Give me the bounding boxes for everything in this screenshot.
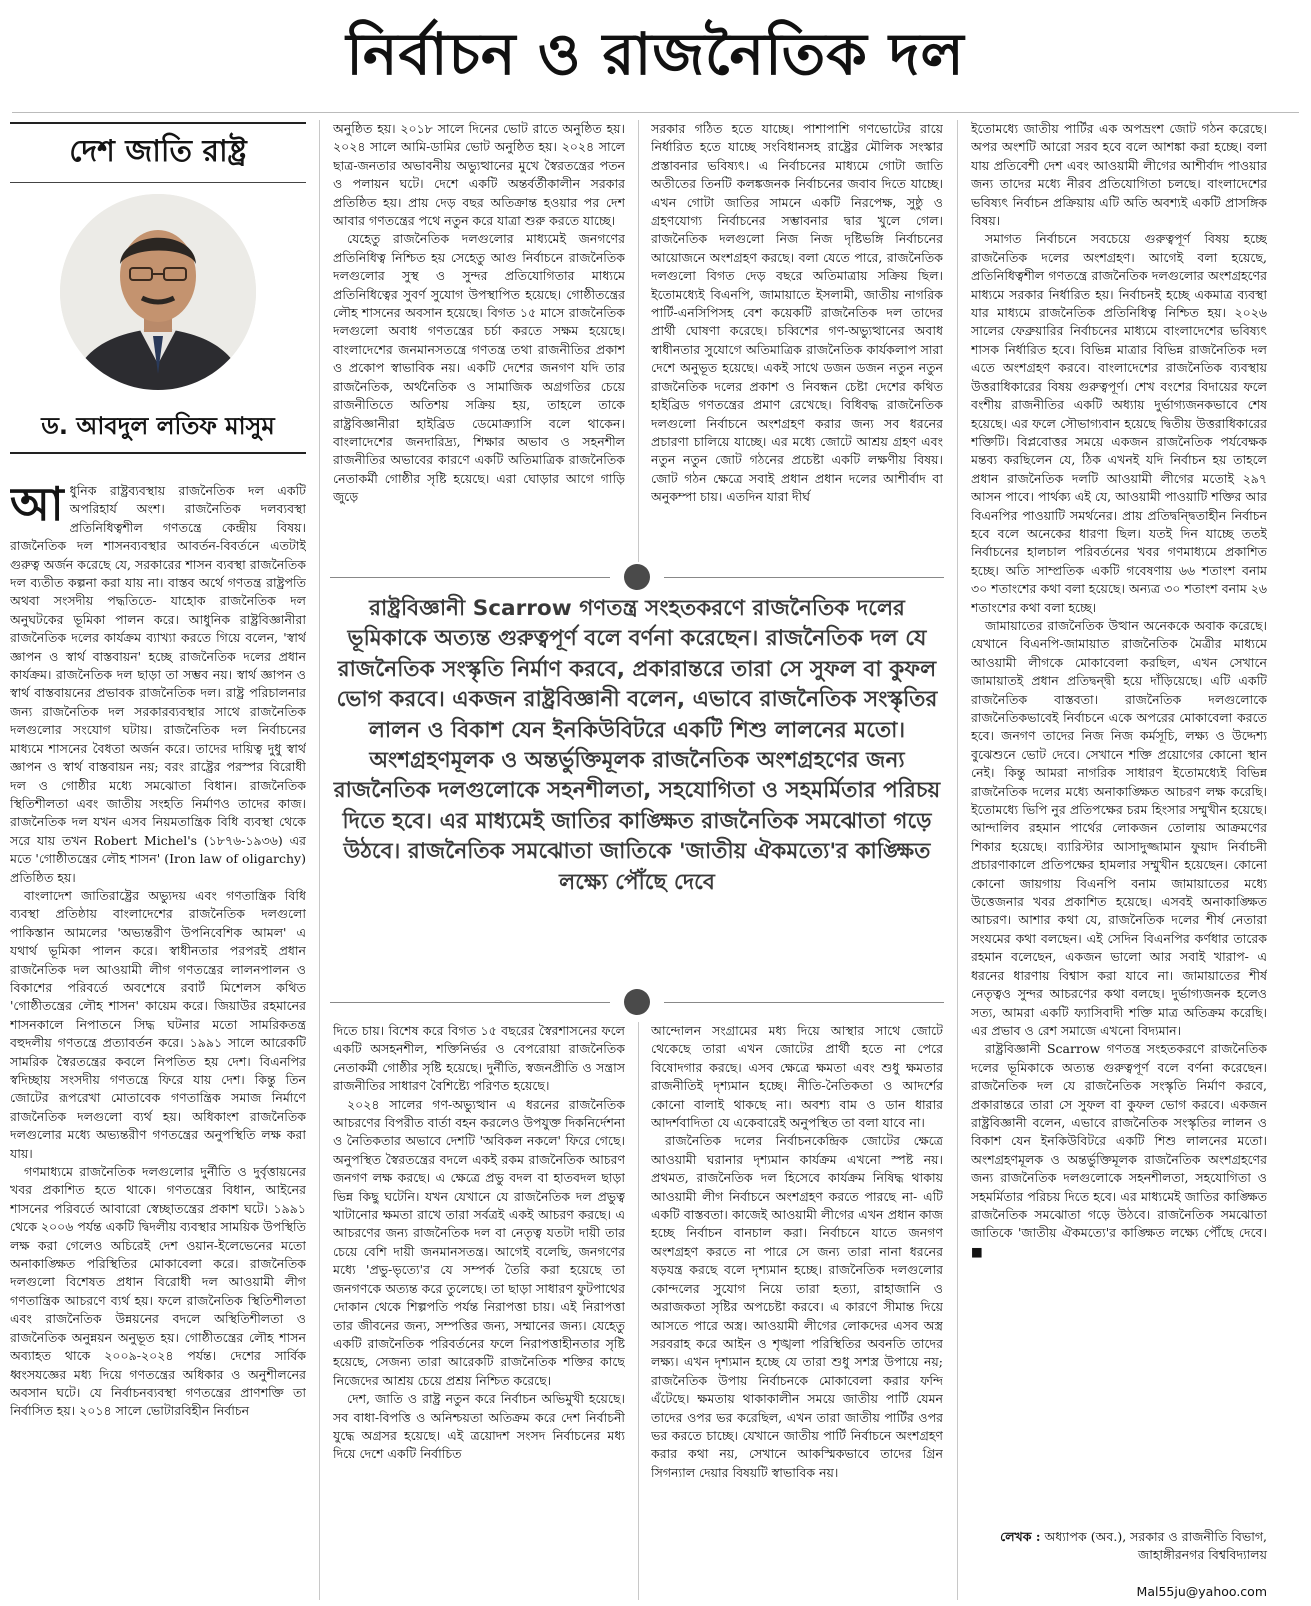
paragraph: রাষ্ট্রবিজ্ঞানী Scarrow গণতন্ত্র সংহতকরণে রাজনৈতিক দলের ভূমিকাকে অত্যন্ত গুরুত্বপূর্ণ বলে বর্ণনা করেছেন। রাজনৈতিক দল যে রাজনৈতিক সংস্কৃতি নির্মাণ করবে, প্রকারান্তরে তারা সে সুফল বা কুফল ভোগ করবে। একজন রাষ্ট্রবিজ্ঞানী বলেন, এভাবে রাজনৈতিক সংস্কৃতির লালন ও বিকাশ যেন ইনকিউবিটরে একটি শিশু লালনের মতো। অংশগ্রহণমূলক ও অন্তর্ভুক্তিমূলক রাজনৈতিক অংশগ্রহণের জন্য রাজনৈতিক দলগুলোকে সহনশীলতা, সহযোগিতা ও সহমর্মিতার পরিচয় দিতে হবে। এর মাধ্যমেই জাতির কাঙ্ক্ষিত রাজনৈতিক সমঝোতা গড়ে উঠবে। রাজনৈতিক সমঝোতা জাতিকে 'জাতীয় ঐকমত্যে'র কাঙ্ক্ষিত লক্ষ্যে পৌঁছে দেবে। ■ — [971, 1041, 1267, 1259]
column-header — [10, 122, 306, 183]
paragraph: বাংলাদেশ জাতিরাষ্ট্রের অভ্যুদয় এবং গণতান্ত্রিক বিধি ব্যবস্থা প্রতিষ্ঠায় বাংলাদেশের রাজনৈতিক দলগুলো পাকিস্তান আমলের 'অভ্যন্তরীণ উপনিবেশিক আমল' এ যথার্থ ভূমিকা পালন করে। স্বাধীনতার পরপরই প্রধান রাজনৈতিক দল আওয়ামী লীগ গণতন্ত্রের লালনপালন ও বিকাশের পরিবর্তে অবশেষে রবার্ট মিশেলস কথিত 'গোষ্ঠীতন্ত্রের লৌহ শাসন' কায়েম করে। জিয়াউর রহমানের শাসনকালে নিপাতনে সিদ্ধ ঘটনার মতো সামরিকতন্ত্র বহুদলীয় গণতন্ত্রে প্রত্যাবর্তন করে। ১৯৯১ সালে আরেকটি সামরিক স্বৈরতন্ত্রের কবলে নিপতিত হয় দেশ। বিএনপির স্বদিচ্ছায় সংসদীয় গণতন্ত্রে ফিরে যায় দেশ। কিন্তু তিন জোটের রূপরেখা মোতাবেক গণতান্ত্রিক সমাজ নির্মাণে রাজনৈতিক দলগুলো ব্যর্থ হয়। অধিকাংশ রাজনৈতিক দলগুলোর মধ্যে অভ্যন্তরীণ গণতন্ত্রের অনুপস্থিতি লক্ষ করা যায়। — [10, 887, 306, 1161]
author-credit-text: অধ্যাপক (অব.), সরকার ও রাজনীতি বিভাগ, জাহাঙ্গীরনগর বিশ্ববিদ্যালয় — [1044, 1529, 1267, 1562]
paragraph: দিতে চায়। বিশেষ করে বিগত ১৫ বছরের স্বৈরশাসনের ফলে একটি অসহনশীল, শক্তিনির্ভর ও বেপরোয়া রাজনৈতিক নেতাকর্মী গোষ্ঠীর সৃষ্টি হয়েছে। দুর্নীতি, স্বজনপ্রীতি ও সন্ত্রাস রাজনীতির সাধারণ বৈশিষ্ট্যে পরিণত হয়েছে। — [333, 1023, 625, 1094]
headline-rule — [12, 112, 1299, 113]
author-portrait — [60, 194, 256, 390]
article-column-3-bottom — [651, 1022, 943, 1602]
paragraph: ২০২৪ সালের গণ-অভ্যুত্থান এ ধরনের রাজনৈতিক আচরণের বিপরীত বার্তা বহন করলেও উপযুক্ত দিকনির্দেশনা ও নৈতিকতার অভাবে দেশটি 'অবিকল নকলে' ফিরে গেছে। অনুপস্থিত স্বৈরতন্ত্রের বদলে একই রকম রাজনৈতিক আচরণ জনগণ লক্ষ করছে। এ ক্ষেত্রে প্রভু বদল বা হাতবদল ছাড়া ভিন্ন কিছু ঘটেনি। যখন যেখানে যে রাজনৈতিক দল প্রভুত্ব খাটানোর ক্ষমতা রাখে তারা সর্বত্রই একই আচরণ করছে। এ আচরণের জন্য রাজনৈতিক দল বা নেতৃত্ব যতটা দায়ী তার চেয়ে বেশি দায়ী জনমানসতন্ত্র। আগেই বলেছি, জনগণের মধ্যে 'প্রভু-ভৃত্যে'র যে সম্পর্ক তৈরি করা হয়েছে তা জনগণকে অত্যন্ত করে তুলেছে। তা ছাড়া সাধারণ ফুটপাথের দোকান থেকে শিল্পপতি পর্যন্ত নিরাপত্তা চায়। এই নিরাপত্তা তার জীবনের জন্য, সম্পত্তির জন্য, সম্মানের জন্য। যেহেতু একটি রাজনৈতিক পরিবর্তনের ফলে নিরাপত্তাহীনতার সৃষ্টি হয়েছে, সেজন্য তারা আরেকটি রাজনৈতিক শক্তির কাছে নিজেদের আশ্রয় চেয়ে প্রশ্রয় নিশ্চিত করেছে। — [333, 1096, 625, 1388]
column-divider — [319, 120, 320, 1600]
paragraph: আন্দোলন সংগ্রামের মধ্য দিয়ে আস্থার সাথে জোটে থেকেছে তারা এখন জোটের প্রার্থী হতে না পেরে বিষোদগার করছে। এসব ক্ষেত্রে ক্ষমতা এবং শুধু ক্ষমতার রাজনীতিই দৃশ্যমান হচ্ছে। নীতি-নৈতিকতা ও আদর্শের কোনো বালাই থাকছে না। অবশ্য বাম ও ডান ধারার আদর্শবাদিতা যে একেবারেই অনুপস্থিত তা বলা যাবে না। — [651, 1023, 943, 1131]
paragraph — [10, 482, 306, 887]
column-title: দেশ জাতি রাষ্ট্র — [69, 134, 247, 169]
paragraph: ইতোমধ্যে জাতীয় পার্টির এক অপভ্রংশ জোট গঠন করেছে। অপর অংশটি আরো সরব হবে বলে আশঙ্কা করা হচ্ছে। বলা যায় প্রতিবেশী দেশ এবং আওয়ামী লীগের আশীর্বাদ পাওয়ার জন্য তাদের মধ্যে নীরব প্রতিযোগিতা চলছে। বাংলাদেশের ভবিষ্যৎ নির্বাচন প্রক্রিয়ায় এটি অতি অবশ্যই একটি প্রাসঙ্গিক বিষয়। — [971, 121, 1267, 229]
paragraph: অনুষ্ঠিত হয়। ২০১৮ সালে দিনের ভোট রাতে অনুষ্ঠিত হয়। ২০২৪ সালে আমি-ডামির ভোট অনুষ্ঠিত হয়। ২০২৪ সালে ছাত্র-জনতার অভাবনীয় অভ্যুত্থানের মুখে স্বৈরতন্ত্রের পতন ও পলায়ন ঘটে। দেশে একটি অন্তর্বর্তীকালীন সরকার প্রতিষ্ঠিত হয়। প্রায় দেড় বছর অতিক্রান্ত হওয়ার পর দেশ আবার গণতন্ত্রের পথে নতুন করে যাত্রা শুরু করতে যাচ্ছে। — [333, 121, 625, 229]
column-divider — [638, 120, 639, 562]
pull-quote-dot-bottom — [624, 989, 650, 1015]
paragraph: রাজনৈতিক দলের নির্বাচনকেন্দ্রিক জোটের ক্ষেত্রে আওয়ামী ঘরানার দৃশ্যমান কার্যক্রম এখনো স্পষ্ট নয়। প্রথমত, রাজনৈতিক দল হিসেবে কার্যক্রম নিষিদ্ধ থাকায় আওয়ামী লীগ নির্বাচনে অংশগ্রহণ করতে পারছে না- এটি একটি বাস্তবতা। কাজেই আওয়ামী লীগের এখন প্রধান কাজ হচ্ছে নির্বাচন বানচাল করা। নির্বাচনে যাতে জনগণ অংশগ্রহণ করতে না পারে সে জন্য তারা নানা ধরনের ষড়যন্ত্র করছে বলে দৃশ্যমান হচ্ছে। রাজনৈতিক দলগুলোর কোন্দলের সুযোগ নিয়ে তারা হত্যা, রাহাজানি ও অরাজকতা সৃষ্টির অপচেষ্টা করবে। এ কারণে সীমান্ত দিয়ে আসতে পারে অস্ত্র। আওয়ামী লীগের লোকদের এসব অস্ত্র সরবরাহ করে আইন ও শৃঙ্খলা পরিস্থিতির অবনতি তাদের লক্ষ্য। এখন দৃশ্যমান হচ্ছে যে তারা শুধু সশস্ত্র উপায়ে নয়; রাজনৈতিক উপায় নির্বাচনকে মোকাবেলা করার ফন্দি এঁটেছে। ক্ষমতায় থাকাকালীন সময়ে জাতীয় পার্টি যেমন তাদের ওপর ভর করেছিল, এখন তারা জাতীয় পার্টির ওপর ভর করতে চাচ্ছে। যেখানে জাতীয় পার্টি নির্বাচনে অংশগ্রহণ করার কথা নয়, সেখানে আকস্মিকভাবে তাদের গ্রিন সিগন্যাল দেয়ার বিষয়টি স্বাভাবিক নয়। — [651, 1133, 943, 1480]
column-divider — [957, 120, 958, 1600]
author-email[interactable]: Mal55ju@yahoo.com — [1136, 1584, 1267, 1599]
article-column-2-bottom — [333, 1022, 625, 1602]
author-name: ড. আবদুল লতিফ মাসুম — [10, 402, 306, 454]
column-divider — [638, 1022, 639, 1600]
paragraph: জামায়াতের রাজনৈতিক উত্থান অনেককে অবাক করেছে। যেখানে বিএনপি-জামায়াত রাজনৈতিক মৈত্রীর মাধ্যমে আওয়ামী লীগকে মোকাবেলা করছিল, এখন সেখানে জামায়াতই প্রধান প্রতিদ্বন্দ্বী হয়ে দাঁড়িয়েছে। এটি একটি রাজনৈতিক বাস্তবতা। রাজনৈতিক দলগুলোকে রাজনৈতিকভাবেই নির্বাচনে একে অপরের মোকাবেলা করতে হবে। জনগণ তাদের নিজ নিজ কর্মসূচি, লক্ষ্য ও উদ্দেশ্য বুঝেশুনে ভোট দেবে। সেখানে শক্তি প্রয়োগের কোনো স্থান নেই। কিন্তু আমরা নাগরিক সাধারণ ইতোমধ্যেই বিভিন্ন রাজনৈতিক দলের মধ্যে অনাকাঙ্ক্ষিত আচরণ লক্ষ করেছি। ইতোমধ্যে ভিপি নুর প্রতিপক্ষের চরম হিংসার সম্মুখীন হয়েছে। আন্দালিব রহমান পার্থের লোকজন তোলায় আক্রমণের শিকার হয়েছে। ব্যারিস্টার আসাদুজ্জামান ফুয়াদ নির্বাচনী প্রচারণাকালে প্রতিপক্ষের হামলার সম্মুখীন হয়েছেন। কোনো কোনো জায়গায় বিএনপি বনাম জামায়াতের মধ্যে উত্তেজনার খবর প্রকাশিত হয়েছে। এসবই অনাকাঙ্ক্ষিত আচরণ। আশার কথা যে, রাজনৈতিক দলের শীর্ষ নেতারা সংযমের কথা বলছেন। এই সেদিন বিএনপির কর্ণধার তারেক রহমান বলেছেন, একজন ভালো আর সবাই খারাপ- এ ধরনের ধারণায় বিশ্বাস করা যাবে না। জামায়াতের শীর্ষ নেতৃত্বও সুন্দর আচরণের কথা বলছে। দুর্ভাগ্যজনক হলেও সত্য, আমরা একটি ফ্যাসিবাদী শক্তি মাত্র অতিক্রম করেছি। এর প্রভাব ও রেশ সমাজে এখনো বিদ্যমান। — [971, 617, 1267, 1038]
pull-quote-rule-top-right — [664, 577, 944, 578]
pull-quote-rule-bottom-right — [664, 1002, 944, 1003]
article-column-3-top — [651, 120, 943, 562]
author-portrait-image — [60, 194, 256, 390]
drop-cap: আ — [10, 482, 64, 531]
article-column-1 — [10, 482, 306, 1600]
paragraph: গণমাধ্যমে রাজনৈতিক দলগুলোর দুর্নীতি ও দুর্বৃত্তায়নের খবর প্রকাশিত হতে থাকে। গণতন্ত্রের বিধান, আইনের শাসনের পরিবর্তে আবারো স্বেচ্ছাতন্ত্রের প্রকাশ ঘটে। ১৯৯১ থেকে ২০০৬ পর্যন্ত একটি দ্বিদলীয় ব্যবস্থার সাময়িক উপস্থিতি লক্ষ করা গেলেও অচিরেই দেশ ওয়ান-ইলেভেনের মতো অনাকাঙ্ক্ষিত পরিস্থিতির মোকাবেলা করে। রাজনৈতিক দলগুলো বিশেষত প্রধান বিরোধী দল আওয়ামী লীগ গণতান্ত্রিক আচরণে ব্যর্থ হয়। ফলে রাজনৈতিক স্থিতিশীলতা এবং রাজনৈতিক উন্নয়নের বদলে অস্থিতিশীলতা ও রাজনৈতিক অনুন্নয়ন অনুভূত হয়। গোষ্ঠীতন্ত্রের লৌহ শাসন অব্যাহত থাকে ২০০৯-২০২৪ পর্যন্ত। দেশের সার্বিক ধ্বংসযজ্ঞের মধ্য দিয়ে গণতন্ত্রের অধিকার ও অনুশীলনের অবসান ঘটে। যে নির্বাচনব্যবস্থা গণতন্ত্রের প্রাণশক্তি তা নির্বাসিত হয়। ২০১৪ সালে ভোটারবিহীন নির্বাচন — [10, 1164, 306, 1419]
article-column-4 — [971, 120, 1267, 1560]
paragraph: সরকার গঠিত হতে যাচ্ছে। পাশাপাশি গণভোটের রায়ে নির্ধারিত হতে যাচ্ছে সংবিধানসহ রাষ্ট্রের মৌলিক সংস্কার প্রস্তাবনার ভবিষ্যৎ। এ নির্বাচনের মাধ্যমে গোটা জাতি অতীতের তিনটি কলঙ্কজনক নির্বাচনের জবাব দিতে যাচ্ছে। এখন গোটা জাতির সামনে একটি নিরপেক্ষ, সুষ্ঠু ও গ্রহণযোগ্য নির্বাচনের সম্ভাবনার দ্বার খুলে গেল। রাজনৈতিক দলগুলো নিজ নিজ দৃষ্টিভঙ্গি নির্বাচনের আয়োজনে অংশগ্রহণ করছে। বলা যেতে পারে, রাজনৈতিক দলগুলো বিগত দেড় বছরে অতিমাত্রায় সক্রিয় ছিল। ইতোমধ্যেই বিএনপি, জামায়াতে ইসলামী, জাতীয় নাগরিক পার্টি-এনসিপিসহ বেশ কয়েকটি রাজনৈতিক দল তাদের প্রার্থী ঘোষণা করেছে। চব্বিশের গণ-অভ্যুত্থানের অবাধ স্বাধীনতার সুযোগে অতিমাত্রিক রাজনৈতিক কার্যকলাপ সারা দেশে অনুভূত হয়েছে। একই সাথে ডজন ডজন নতুন নতুন রাজনৈতিক দলের প্রকাশ ও নিবন্ধন চেষ্টা দেশের কথিত হাইব্রিড গণতন্ত্রের প্রমাণ রেখেছে। বিধিবদ্ধ রাজনৈতিক দলগুলো নির্বাচনে অংশগ্রহণ করার জন্য সব ধরনের প্রচারণা চালিয়ে যাচ্ছে। এর মধ্যে জোটে আশ্রয় গ্রহণ এবং নতুন নতুন জোট গঠনের প্রচেষ্টা একটি লক্ষণীয় বিষয়। জোট গঠন ক্ষেত্রে সবাই প্রধান প্রধান দলের আশীর্বাদ বা অনুকম্পা চায়। এতদিন যারা দীর্ঘ — [651, 121, 943, 505]
author-credit-label: লেখক : — [1000, 1529, 1041, 1544]
pull-quote-rule-top-left — [330, 577, 610, 578]
pull-quote: রাষ্ট্রবিজ্ঞানী Scarrow গণতন্ত্র সংহতকরণে রাজনৈতিক দলের ভূমিকাকে অত্যন্ত গুরুত্বপূর্ণ বলে বর্ণনা করেছেন। রাজনৈতিক দল যে রাজনৈতিক সংস্কৃতি নির্মাণ করবে, প্রকারান্তরে তারা সে সুফল বা কুফল ভোগ করবে। একজন রাষ্ট্রবিজ্ঞানী বলেন, এভাবে রাজনৈতিক সংস্কৃতির লালন ও বিকাশ যেন ইনকিউবিটরে একটি শিশু লালনের মতো। অংশগ্রহণমূলক ও অন্তর্ভুক্তিমূলক রাজনৈতিক অংশগ্রহণের জন্য রাজনৈতিক দলগুলোকে সহনশীলতা, সহযোগিতা ও সহমর্মিতার পরিচয় দিতে হবে। এর মাধ্যমেই জাতির কাঙ্ক্ষিত রাজনৈতিক সমঝোতা গড়ে উঠবে। রাজনৈতিক সমঝোতা জাতিকে 'জাতীয় ঐকমত্যে'র কাঙ্ক্ষিত লক্ষ্যে পৌঁছে দেবে — [333, 596, 941, 895]
headline: নির্বাচন ও রাজনৈতিক দল — [346, 20, 965, 88]
article-column-2-top — [333, 120, 625, 562]
paragraph: যেহেতু রাজনৈতিক দলগুলোর মাধ্যমেই জনগণের প্রতিনিধিত্ব নিশ্চিত হয় সেহেতু আগু নির্বাচনে রাজনৈতিক দলগুলোর সুস্থ ও সুন্দর প্রতিযোগিতার মাধ্যমে প্রতিনিধিত্বের সুবর্ণ সুযোগ উপস্থাপিত হয়েছে। গোষ্ঠীতন্ত্রের লৌহ শাসনের অবসান হয়েছে। বিগত ১৫ মাসে রাজনৈতিক দলগুলো অবাধ গণতন্ত্রের চর্চা করতে সক্ষম হয়েছে। বাংলাদেশের জনমানসতন্ত্রে গণতন্ত্র তথা রাজনীতির প্রকাশ ও প্রকোপ স্বাভাবিক নয়। একটি দেশের জনগণ যদি তার রাজনৈতিক, অর্থনৈতিক ও সামাজিক অগ্রগতির চেয়ে রাজনীতিতে অতিশয় সক্রিয় হয়, তাহলে তাকে রাষ্ট্রবিজ্ঞানীরা হাইব্রিড ডেমোক্র্যাসি বলে থাকেন। বাংলাদেশের জনদারিদ্র্য, শিক্ষার অভাব ও সহনশীল রাজনীতির অভাবের কারণে একটি অতিমাত্রিক রাজনৈতিক নেতাকর্মী গোষ্ঠীর সৃষ্টি হয়েছে। এরা ঘোড়ার আগে গাড়ি জুড়ে — [333, 231, 625, 505]
paragraph: সমাগত নির্বাচনে সবচেয়ে গুরুত্বপূর্ণ বিষয় হচ্ছে রাজনৈতিক দলের অংশগ্রহণ। আগেই বলা হয়েছে, প্রতিনিধিত্বশীল গণতন্ত্রে রাজনৈতিক দলগুলোর অংশগ্রহণের মাধ্যমে সরকার নির্ধারিত হয়। নির্বাচনই হচ্ছে একমাত্র ব্যবস্থা যার মাধ্যমে রাজনৈতিক প্রতিনিধিত্ব নিশ্চিত হয়। ২০২৬ সালের ফেব্রুয়ারির নির্বাচনের মাধ্যমে বাংলাদেশের ভবিষ্যৎ শাসক নির্ধারিত হবে। বিভিন্ন মাত্রার বিভিন্ন রাজনৈতিক দল এতে অংশগ্রহণ করবে। বাংলাদেশের রাজনৈতিক ব্যবস্থায় উত্তরাধিকারের বিষয় গুরুত্বপূর্ণ। শেখ বংশের বিদায়ের ফলে বংশীয় রাজনীতির একটি অধ্যায় দুর্ভাগ্যজনকভাবে শেষ হয়েছে। এর ফলে সৌভাগ্যবান হয়েছে দ্বিতীয় উত্তরাধিকারের শক্তিটি। বিপ্লবোত্তর সময়ে একজন রাজনৈতিক পর্যবেক্ষক মন্তব্য করছিলেন যে, ঠিক এখনই যদি নির্বাচন হয় তাহলে প্রধান রাজনৈতিক দলটি আওয়ামী লীগের মতোই ২৯৭ আসন পাবে। পার্থক্য এই যে, আওয়ামী পাওয়াটি শক্তির আর বিএনপির পাওয়াটি সমর্থনের। প্রায় প্রতিদ্বন্দ্বিতাহীন নির্বাচন হবে বলে অনেকের ধারণা ছিল। যতই দিন যাচ্ছে ততই নির্বাচনের হালচাল পরিবর্তনের খবর গণমাধ্যমে প্রকাশিত হচ্ছে। অতি সাম্প্রতিক একটি গবেষণায় ৬৬ শতাংশ বনাম ৩০ শতাংশের কথা বলা হয়েছে। অন্যত্র ৩০ শতাংশ বনাম ২৬ শতাংশের কথা বলা হচ্ছে। — [971, 231, 1267, 615]
author-credit — [971, 1528, 1267, 1564]
paragraph: দেশ, জাতি ও রাষ্ট্র নতুন করে নির্বাচন অভিমুখী হয়েছে। সব বাধা-বিপত্তি ও অনিশ্চয়তা অতিক্রম করে দেশ নির্বাচনী যুদ্ধে অগ্রসর হয়েছে। এই ত্রয়োদশ সংসদ নির্বাচনের মধ্য দিয়ে দেশে একটি নির্বাচিত — [333, 1391, 625, 1462]
paragraph-text: ধুনিক রাষ্ট্রব্যবস্থায় রাজনৈতিক দল একটি অপরিহার্য অংশ। রাজনৈতিক দলব্যবস্থা প্রতিনিধিত্বশীল গণতন্ত্রে কেন্দ্রীয় বিষয়। রাজনৈতিক দল শাসনব্যবস্থার আবর্তন-বিবর্তনে এতটাই গুরুত্ব অর্জন করেছে যে, সরকারের শাসন ব্যবস্থা রাজনৈতিক দল ব্যতীত কল্পনা করা যায় না। বাস্তব অর্থে গণতন্ত্র রাষ্ট্রপতি অথবা সংসদীয় পদ্ধতিতে- যাহোক রাজনৈতিক দল অনুঘটকের ভূমিকা পালন করে। আধুনিক রাষ্ট্রবিজ্ঞানীরা রাজনৈতিক দলের কার্যক্রম ব্যাখ্যা করতে গিয়ে বলেন, 'স্বার্থ জ্ঞাপন ও স্বার্থ বাস্তবায়ন' হচ্ছে রাজনৈতিক দলের প্রধান কার্যক্রম। রাজনৈতিক দল ছাড়া তা সম্ভব নয়। স্বার্থ জ্ঞাপন ও স্বার্থ বাস্তবায়নের প্রভাবক রাজনৈতিক দল। রাষ্ট্র পরিচালনার জন্য রাজনৈতিক দল সরকারব্যবস্থার সাথে রাজনৈতিক দলগুলোর সংযোগ ঘটায়। রাজনৈতিক দল নির্বাচনের মাধ্যমে শাসনের বৈধতা অর্জন করে। তাদের দায়িত্ব দুধু স্বার্থ জ্ঞাপন ও স্বার্থ বাস্তবায়ন নয়; বরং রাষ্ট্রের পরস্পর বিরোধী দল ও গোষ্ঠীর মধ্যে সমঝোতা বিধান। রাজনৈতিক স্থিতিশীলতা এবং জাতীয় সংহতি নির্মাণও তাদের কাজ। রাজনৈতিক দল যখন এসব নিয়মতান্ত্রিক বিধি ব্যবস্থা থেকে সরে যায় তখন Robert Michel's (১৮৭৬-১৯৩৬) এর মতে 'গোষ্ঠীতন্ত্রের লৌহ শাসন' (Iron law of oligarchy) প্রতিষ্ঠিত হয়। — [10, 483, 306, 885]
pull-quote-dot-top — [624, 564, 650, 590]
pull-quote-rule-bottom-left — [330, 1002, 610, 1003]
